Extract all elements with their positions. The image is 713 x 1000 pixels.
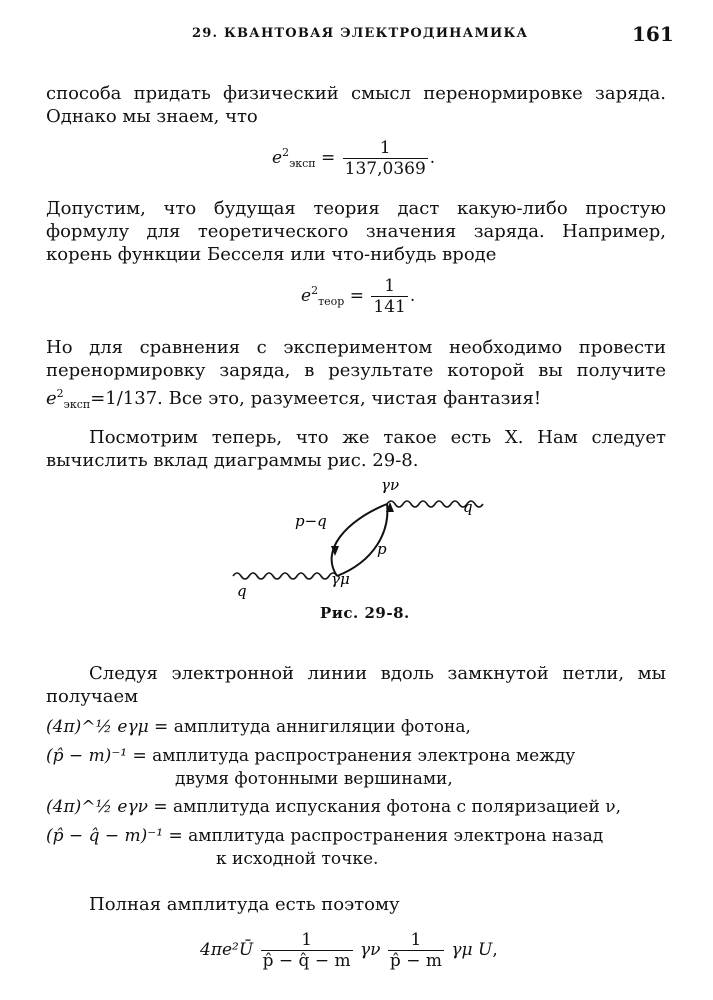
paragraph-3: Но для сравнения с экспериментом необходимо провести перенормировку заряда, в результате которой вы получите $e^2_{эксп}=1/137$. Все это, разумеется, чистая фантазия! xyxy=(46,337,666,411)
figure-caption: Рис. 29-8. xyxy=(320,604,410,622)
running-header: 29. КВАНТОВАЯ ЭЛЕКТРОДИНАМИКА xyxy=(192,26,529,41)
list-item-3: (4π)^½ eγν = амплитуда испускания фотона с поляризацией ν, xyxy=(46,797,621,817)
label-p: p xyxy=(377,540,387,558)
list-item-1: (4π)^½ eγμ = амплитуда аннигиляции фотона, xyxy=(46,717,471,737)
paragraph-6: Полная амплитуда есть поэтому xyxy=(89,894,400,915)
label-p-minus-q: p−q xyxy=(295,512,327,530)
list-item-4-cont: к исходной точке. xyxy=(216,849,379,869)
paragraph-5: Следуя электронной линии вдоль замкнутой петли, мы получаем xyxy=(46,663,666,707)
incoming-photon-line xyxy=(233,573,337,579)
label-gamma-mu: γμ xyxy=(331,570,350,588)
paragraph-1: способа придать физический смысл перенормировке заряда. Однако мы знаем, что xyxy=(46,83,666,127)
paragraph-2: Допустим, что будущая теория даст какую-либо простую формулу для теоретического значения заряда. Например, корень функции Бесселя или что-нибудь вроде xyxy=(46,198,666,265)
list-item-2-cont: двумя фотонными вершинами, xyxy=(175,769,453,789)
page-number: 161 xyxy=(632,22,674,46)
label-q-left: q xyxy=(237,582,247,600)
label-gamma-nu: γν xyxy=(381,476,400,494)
feynman-diagram xyxy=(225,476,495,606)
list-item-2: (p̂ − m)⁻¹ = амплитуда распространения электрона между xyxy=(46,746,576,766)
formula-e-theor: $e^2_{теор}$ = $\frac{1}{141}$ . xyxy=(301,276,416,317)
final-amplitude-formula: 4πe²Ū $\frac{1}{p̂ - q̂ - m}$ γν $\frac{1}{p̂ - m}$ γμ U, xyxy=(200,930,498,971)
paragraph-4: Посмотрим теперь, что же такое есть X. Нам следует вычислить вклад диаграммы рис. 29-8. xyxy=(46,427,666,471)
label-q-right: q xyxy=(463,498,473,516)
list-item-4: (p̂ − q̂ − m)⁻¹ = амплитуда распространения электрона назад xyxy=(46,826,604,846)
formula-e-exp: $e^2_{эксп}$ = $\frac{1}{137,0369}$ . xyxy=(272,138,436,179)
fraction: $\frac{1}{141}$ xyxy=(373,276,406,317)
fraction: $\frac{1}{137,0369}$ xyxy=(344,138,426,179)
